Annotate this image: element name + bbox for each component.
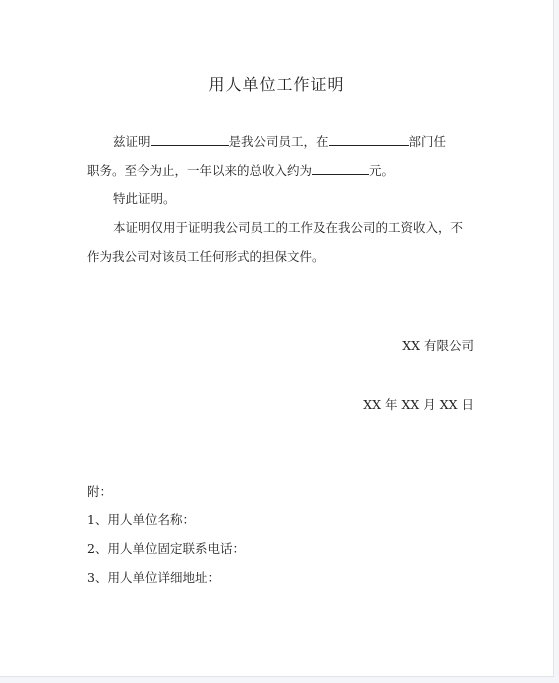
paragraph-1-line-2: [87, 162, 487, 179]
text-yuan: 元。: [369, 163, 395, 178]
income-blank[interactable]: [312, 162, 369, 175]
paragraph-1-line-1: [113, 133, 513, 150]
text-certify: 兹证明: [113, 134, 151, 149]
text-employee: 是我公司员工，在: [228, 134, 329, 149]
document-title: 用人单位工作证明: [208, 75, 345, 94]
name-blank[interactable]: [151, 133, 229, 146]
paragraph-2: 特此证明。: [113, 191, 176, 206]
text-income: 职务。至今为止，一年以来的总收入约为: [87, 163, 313, 178]
paragraph-3-line-1: 本证明仅用于证明我公司员工的工作及在我公司的工资收入，不: [113, 220, 464, 235]
appendix-label: 附：: [87, 484, 113, 499]
signature-date: XX 年 XX 月 XX 日: [363, 397, 474, 412]
appendix-item-address: 3、用人单位详细地址：: [87, 570, 220, 585]
text-department: 部门任: [408, 134, 447, 149]
company-signature: XX 有限公司: [402, 338, 474, 353]
appendix-item-phone: 2、用人单位固定联系电话：: [87, 541, 245, 556]
department-blank[interactable]: [329, 133, 409, 146]
appendix-item-name: 1、用人单位名称：: [87, 512, 195, 527]
paragraph-3-line-2: 作为我公司对该员工任何形式的担保文件。: [87, 249, 325, 264]
